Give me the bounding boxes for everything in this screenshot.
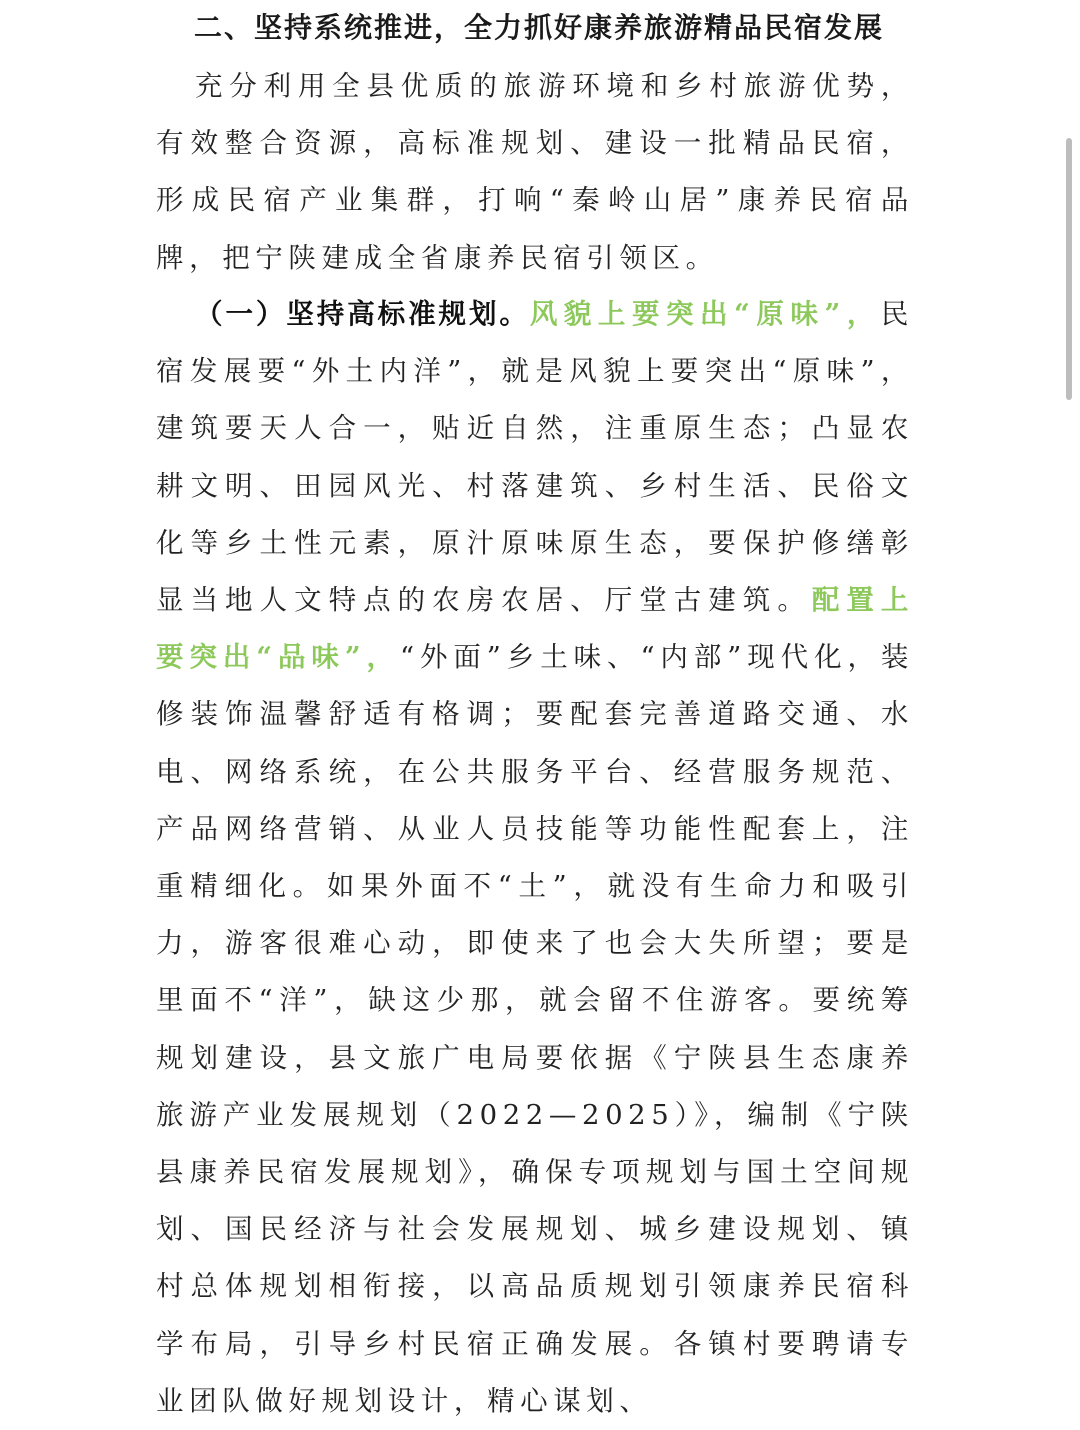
body-text-1: 民宿发展要“外土内洋”，就是风貌上要突出“原味”，建筑要天人合一，贴近自然，注重原生态；凸显农耕文明、田园风光、村落建筑、乡村生活、民俗文化等乡土性元素，原汁原味原生态，要保护修缮彰显当地人文特点的农房农居、厅堂古建筑。: [156, 298, 914, 617]
intro-paragraph: 充分利用全县优质的旅游环境和乡村旅游优势，有效整合资源，高标准规划、建设一批精品民宿，形成民宿产业集群，打响“秦岭山居”康养民宿品牌，把宁陕建成全省康养民宿引领区。: [156, 70, 914, 274]
body-text-2: “外面”乡土味、“内部”现代化，装修装饰温馨舒适有格调；要配套完善道路交通、水电、网络系统，在公共服务平台、经营服务规范、产品网络营销、从业人员技能等功能性配套上，注重精细化。如果外面不“土”，就没有生命力和吸引力，游客很难心动，即使来了也会大失所望；要是里面不“洋”，缺这少那，就会留不住游客。要统筹规划建设，县文旅广电局要依据《宁陕县生态康养旅游产业发展规划（2022—2025）》，编制《宁陕县康养民宿发展规划》，确保专项规划与国土空间规划、国民经济与社会发展规划、城乡建设规划、镇村总体规划相衔接，以高品质规划引领康养民宿科学布局，引导乡村民宿正确发展。各镇村要聘请专业团队做好规划设计，精心谋划、: [156, 641, 915, 1417]
subsection-paragraph: [156, 286, 914, 1430]
section-heading: 二、坚持系统推进，全力抓好康养旅游精品民宿发展: [194, 11, 885, 44]
subsection-title: （一）坚持高标准规划。: [195, 298, 530, 330]
highlight-taste: 配置上要突出“品味”，: [156, 584, 914, 674]
vertical-scrollbar-thumb[interactable]: [1066, 138, 1072, 400]
highlight-original-flavor: 风貌上要突出“原味”，: [529, 298, 881, 330]
